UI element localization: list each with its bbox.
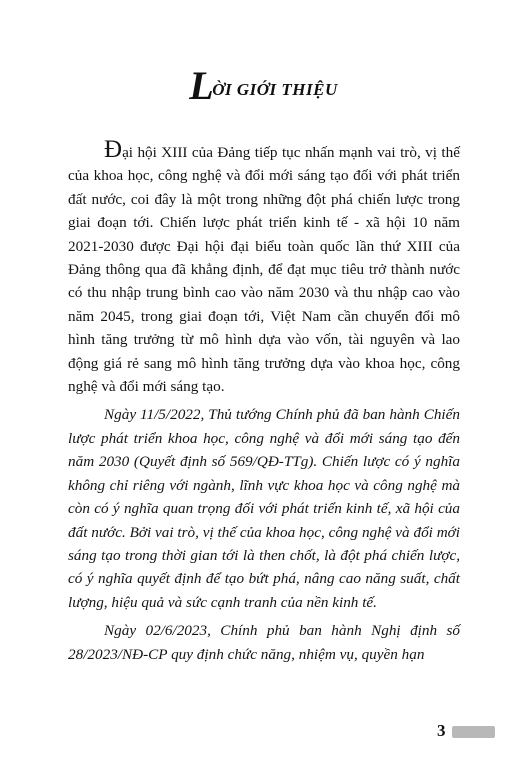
title-rest: ỜI GIỚI THIỆU <box>212 80 338 99</box>
paragraph-3: Ngày 02/6/2023, Chính phủ ban hành Nghị định số 28/2023/NĐ-CP quy định chức năng, nhiệm vụ, quyền hạn <box>68 622 460 663</box>
title-text <box>189 63 338 108</box>
paragraph-1 <box>68 136 460 398</box>
title-initial: L <box>189 63 215 108</box>
paragraph-2: Ngày 11/5/2022, Thủ tướng Chính phủ đã ban hành Chiến lược phát triển khoa học, công nghệ và đổi mới sáng tạo đến năm 2030 (Quyết định số 569/QĐ-TTg). Chiến lược có ý nghĩa không chỉ riêng với ngành, lĩnh vực khoa học và công nghệ mà còn có ý nghĩa quan trọng đối với phát triển kinh tế, xã hội của đất nước. Bởi vai trò, vị thế của khoa học, công nghệ và đổi mới sáng tạo trong thời gian tới là then chốt, là đột phá chiến lược, có ý nghĩa quyết định để tạo bứt phá, nâng cao năng suất, chất lượng, hiệu quả và sức cạnh tranh của nền kinh tế. <box>68 406 460 611</box>
paragraph-1-text: ại hội XIII của Đảng tiếp tục nhấn mạnh vai trò, vị thế của khoa học, công nghệ và đổi mới sáng tạo đối với phát triển đất nước, coi đây là một trong những đột phá chiến lược trong giai đoạn tới. Chiến lược phát triển kinh tế - xã hội 10 năm 2021-2030 được Đại hội đại biểu toàn quốc lần thứ XIII của Đảng thông qua đã khẳng định, để đạt mục tiêu trở thành nước có thu nhập trung bình cao vào năm 2030 và thu nhập cao vào năm 2045, trong giai đoạn tới, Việt Nam cần chuyển đổi mô hình tăng trưởng từ mô hình dựa vào vốn, tài nguyên và lao động giá rẻ sang mô hình tăng trưởng dựa vào khoa học, công nghệ và đổi mới sáng tạo. <box>68 144 460 396</box>
body-text <box>68 136 460 666</box>
page-number-bar <box>452 726 495 738</box>
page-number: 3 <box>437 721 446 740</box>
drop-cap: Đ <box>104 136 123 163</box>
page-title <box>0 63 527 108</box>
